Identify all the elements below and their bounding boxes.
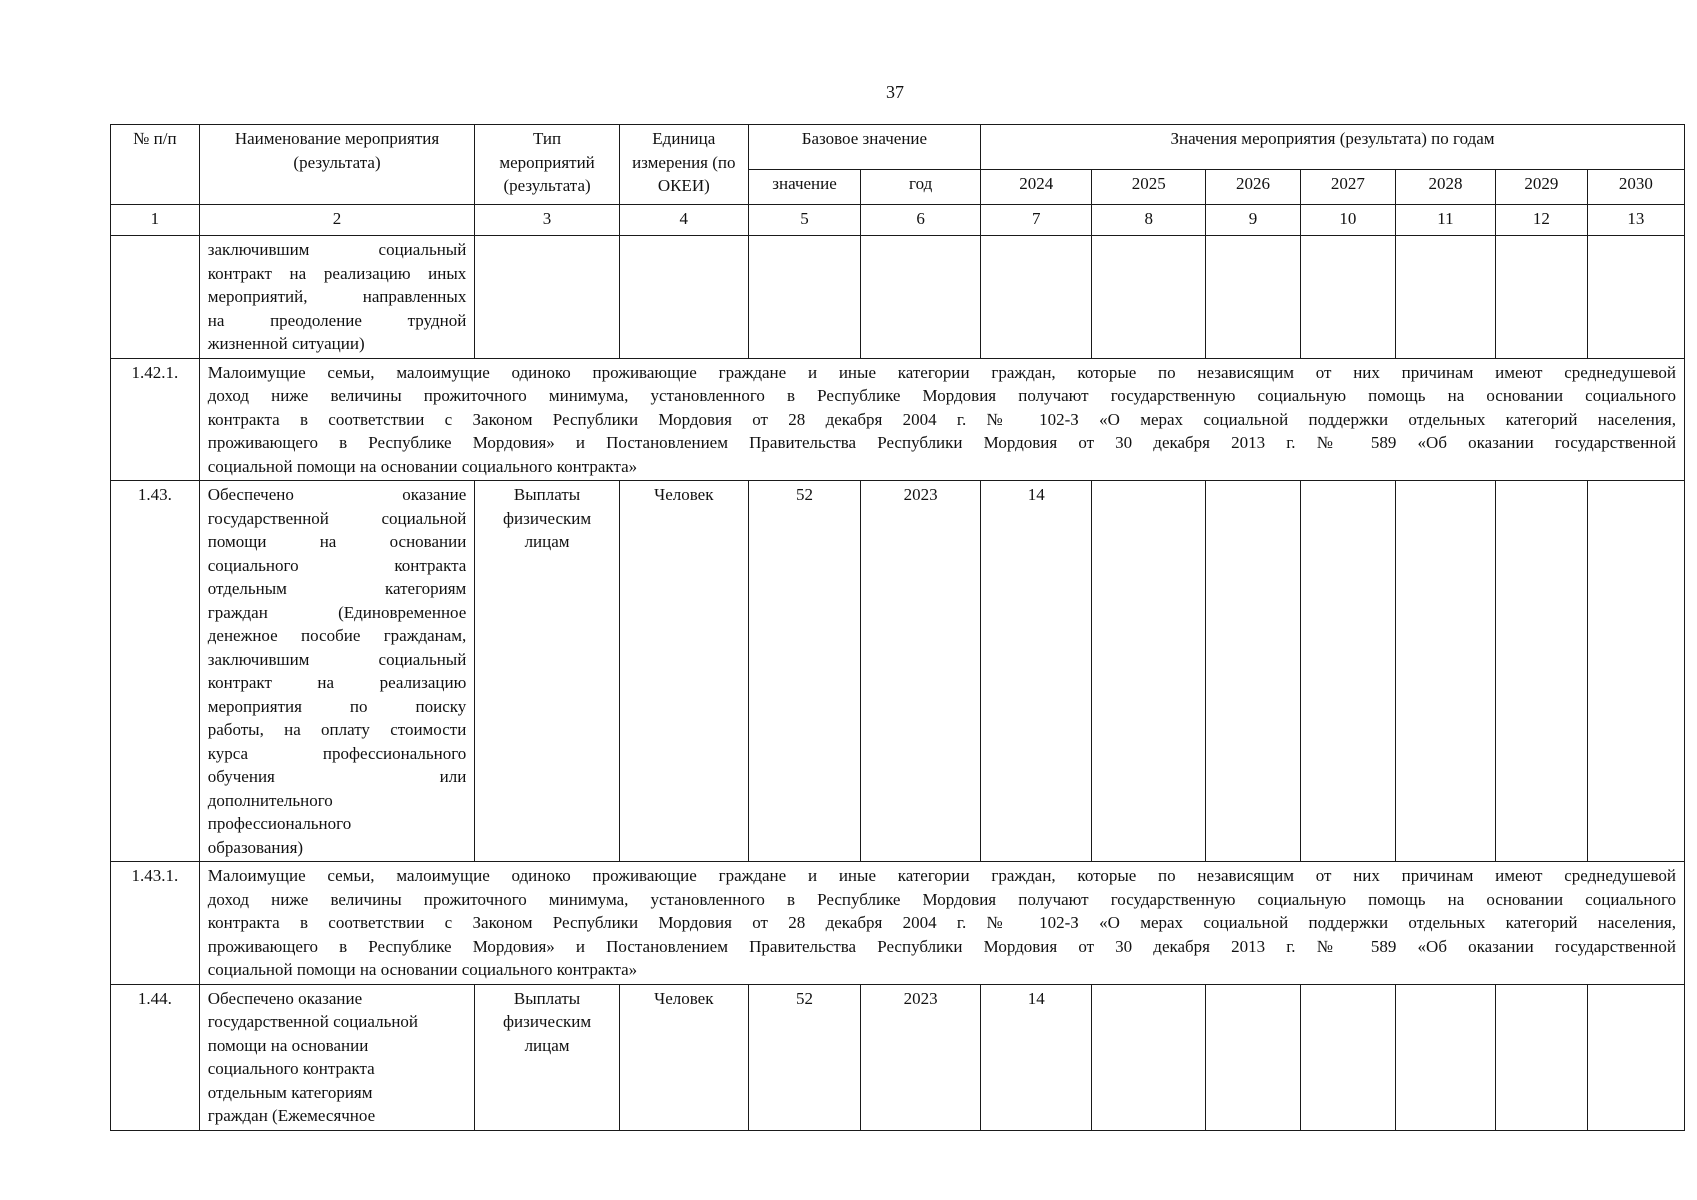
table-row [111, 984, 1685, 1130]
text-line: Малоимущие семьи, малоимущие одиноко проживающие граждане и иные категории граждан, которые по независящим от них причинам имеют среднедушевой [207, 866, 1676, 885]
text-line: отдельным категориям [207, 579, 467, 598]
column-number: 7 [981, 205, 1092, 236]
text-line: Выплаты [513, 988, 581, 1008]
text-line: проживающего в Республике Мордовия» и Постановлением Правительства Республики Мордовия от 30 декабря 2013 г. № 589 «Об оказании государственной [207, 936, 1676, 956]
column-number: 13 [1587, 205, 1684, 236]
text-line: на преодоление трудной [207, 310, 467, 330]
table-row [111, 481, 1685, 862]
header-years-title: Значения мероприятия (результата) по годам [981, 125, 1685, 170]
unit-cell: Человек [619, 481, 748, 862]
text-line: Обеспечено оказание [207, 988, 363, 1008]
text-line: денежное пособие гражданам, [207, 626, 467, 645]
text-line: контракта в соответствии с Законом Республики Мордовия от 28 декабря 2004 г. № 102-З «О мерах социальной поддержки отдельных категорий населения, [207, 913, 1676, 932]
text-line: заключившим социальный [207, 240, 467, 259]
empty-cell [1205, 236, 1300, 359]
header-num: № п/п [111, 125, 200, 205]
header-base: Базовое значение [748, 125, 980, 170]
column-number: 11 [1395, 205, 1495, 236]
column-number: 5 [748, 205, 860, 236]
empty-cell [1300, 984, 1395, 1130]
empty-cell [861, 236, 981, 359]
unit-cell: Человек [619, 984, 748, 1130]
header-base-year: год [861, 170, 981, 205]
row-description [199, 862, 1684, 985]
empty-cell [1300, 236, 1395, 359]
text-line: доход ниже величины прожиточного минимума, установленного в Республике Мордовия получают государственную социальную помощь на основании социального [207, 386, 1676, 405]
empty-cell [475, 236, 619, 359]
text-line: доход ниже величины прожиточного минимума, установленного в Республике Мордовия получают государственную социальную помощь на основании социального [207, 889, 1676, 909]
header-year-2030: 2030 [1587, 170, 1684, 205]
header-year-2027: 2027 [1300, 170, 1395, 205]
text-line: социальной помощи на основании социального контракта» [207, 456, 638, 476]
column-number: 2 [199, 205, 475, 236]
header-year-2025: 2025 [1092, 170, 1206, 205]
text-line: дополнительного [207, 790, 333, 810]
empty-cell [1395, 236, 1495, 359]
column-number-row [111, 205, 1685, 236]
column-number: 6 [861, 205, 981, 236]
measures-table [110, 124, 1685, 1131]
empty-cell [1205, 984, 1300, 1130]
text-line: контракт на реализацию иных [207, 263, 467, 283]
header-year-2028: 2028 [1395, 170, 1495, 205]
table-row [111, 862, 1685, 985]
measure-name [199, 236, 475, 359]
text-line: жизненной ситуации) [207, 334, 365, 353]
empty-cell [1395, 984, 1495, 1130]
empty-cell [1395, 481, 1495, 862]
base-value-cell: 52 [748, 984, 860, 1130]
text-line: Обеспечено оказание [207, 485, 467, 504]
text-line: граждан (Ежемесячное [207, 1106, 376, 1125]
header-unit: Единица измерения (по ОКЕИ) [619, 125, 748, 205]
text-line: обучения или [207, 767, 467, 786]
empty-cell [748, 236, 860, 359]
text-line: образования) [207, 837, 304, 857]
row-number: 1.43.1. [111, 862, 200, 985]
header-type: Тип мероприятий (результата) [475, 125, 619, 205]
column-number: 4 [619, 205, 748, 236]
empty-cell [1496, 236, 1588, 359]
measure-type [475, 481, 619, 862]
row-number-cell [111, 236, 200, 359]
table-row [111, 358, 1685, 481]
text-line: помощи на основании [207, 1035, 369, 1055]
column-number: 10 [1300, 205, 1395, 236]
empty-cell [1092, 481, 1206, 862]
empty-cell [1587, 984, 1684, 1130]
text-line: мероприятий, направленных [207, 287, 467, 306]
header-year-2026: 2026 [1205, 170, 1300, 205]
text-line: работы, на оплату стоимости [207, 720, 467, 739]
header-name: Наименование мероприятия (результата) [199, 125, 475, 205]
text-line: государственной социальной [207, 508, 467, 528]
base-year-cell: 2023 [861, 481, 981, 862]
text-line: курса профессионального [207, 743, 467, 763]
year-2024-cell: 14 [981, 984, 1092, 1130]
row-number: 1.42.1. [111, 358, 200, 481]
text-line: социальной помощи на основании социального контракта» [207, 960, 638, 979]
empty-cell [981, 236, 1092, 359]
text-line: социального контракта [207, 555, 467, 575]
empty-cell [1496, 984, 1588, 1130]
column-number: 9 [1205, 205, 1300, 236]
row-description [199, 358, 1684, 481]
measure-type [475, 984, 619, 1130]
text-line: отдельным категориям [207, 1082, 373, 1102]
text-line: граждан (Единовременное [207, 602, 467, 622]
row-number: 1.44. [111, 984, 200, 1130]
text-line: контракта в соответствии с Законом Республики Мордовия от 28 декабря 2004 г. № 102-З «О мерах социальной поддержки отдельных категорий населения, [207, 409, 1676, 429]
row-number: 1.43. [111, 481, 200, 862]
text-line: государственной социальной [207, 1012, 419, 1031]
text-line: социального контракта [207, 1059, 375, 1078]
text-line: контракт на реализацию [207, 673, 467, 692]
empty-cell [1496, 481, 1588, 862]
year-2024-cell: 14 [981, 481, 1092, 862]
table-row [111, 236, 1685, 359]
text-line: физическим [503, 1012, 592, 1031]
base-year-cell: 2023 [861, 984, 981, 1130]
empty-cell [619, 236, 748, 359]
text-line: мероприятия по поиску [207, 696, 467, 716]
empty-cell [1300, 481, 1395, 862]
text-line: физическим [503, 508, 592, 528]
measure-name [199, 481, 475, 862]
page-number: 37 [886, 82, 904, 102]
header-year-2024: 2024 [981, 170, 1092, 205]
text-line: помощи на основании [207, 532, 467, 551]
empty-cell [1587, 236, 1684, 359]
text-line: лицам [524, 1035, 570, 1055]
measure-name [199, 984, 475, 1130]
text-line: Малоимущие семьи, малоимущие одиноко проживающие граждане и иные категории граждан, которые по независящим от них причинам имеют среднедушевой [207, 362, 1676, 382]
column-number: 1 [111, 205, 200, 236]
header-year-2029: 2029 [1496, 170, 1588, 205]
text-line: заключившим социальный [207, 649, 467, 669]
text-line: профессионального [207, 814, 352, 833]
column-number: 8 [1092, 205, 1206, 236]
header-base-value: значение [748, 170, 860, 205]
header-row [111, 125, 1685, 170]
text-line: Выплаты [513, 485, 581, 504]
column-number: 3 [475, 205, 619, 236]
empty-cell [1092, 236, 1206, 359]
empty-cell [1205, 481, 1300, 862]
text-line: проживающего в Республике Мордовия» и Постановлением Правительства Республики Мордовия от 30 декабря 2013 г. № 589 «Об оказании государственной [207, 433, 1676, 452]
empty-cell [1587, 481, 1684, 862]
text-line: лицам [524, 532, 570, 551]
column-number: 12 [1496, 205, 1588, 236]
empty-cell [1092, 984, 1206, 1130]
base-value-cell: 52 [748, 481, 860, 862]
